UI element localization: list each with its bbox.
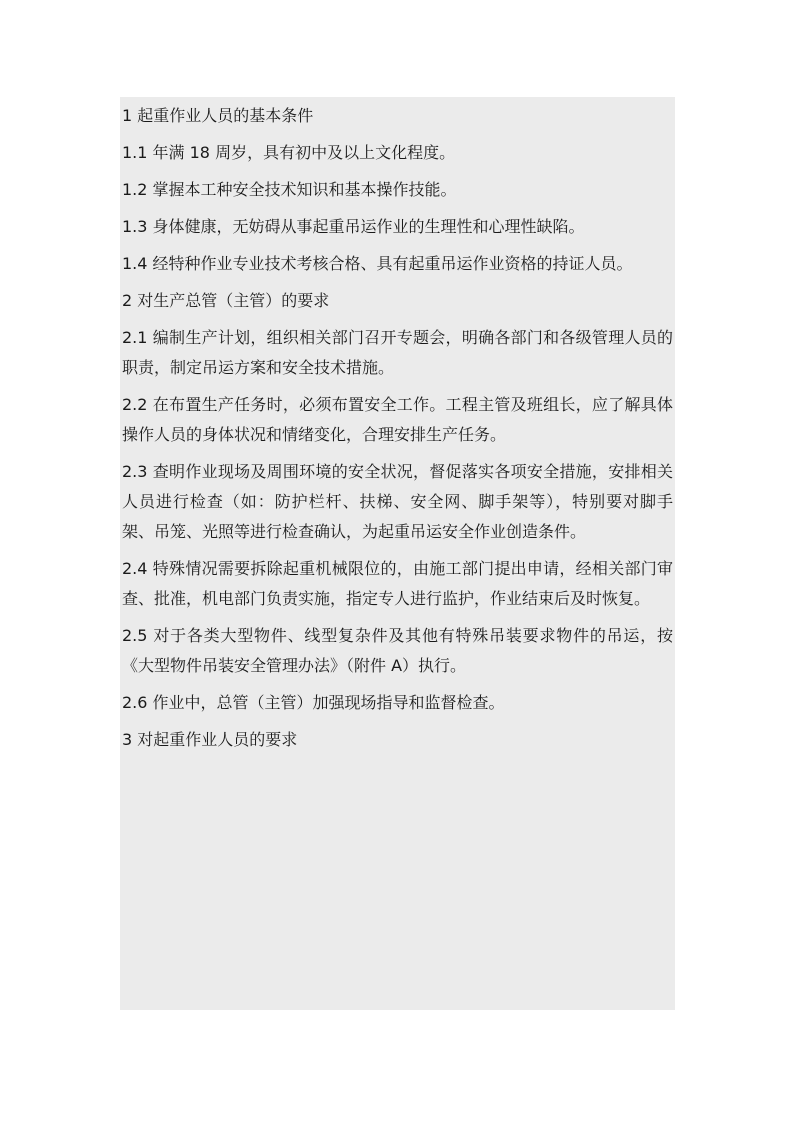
section-heading-1: 1 起重作业人员的基本条件 — [122, 106, 314, 125]
section-heading-3: 3 对起重作业人员的要求 — [122, 730, 298, 749]
clause-2-2: 2.2 在布置生产任务时，必须布置安全工作。工程主管及班组长，应了解具体操作人员的身体状况和情绪变化，合理安排生产任务。 — [122, 395, 673, 444]
clause-2-4: 2.4 特殊情况需要拆除起重机械限位的，由施工部门提出申请，经相关部门审查、批准，机电部门负责实施，指定专人进行监护，作业结束后及时恢复。 — [122, 559, 673, 608]
clause-1-3: 1.3 身体健康，无妨碍从事起重吊运作业的生理性和心理性缺陷。 — [122, 217, 585, 236]
clause-2-5: 2.5 对于各类大型物件、线型复杂件及其他有特殊吊装要求物件的吊运，按《大型物件吊装安全管理办法》（附件 A）执行。 — [122, 626, 673, 675]
section-heading-2: 2 对生产总管（主管）的要求 — [122, 291, 330, 310]
document-content — [120, 97, 675, 1010]
clause-2-6: 2.6 作业中，总管（主管）加强现场指导和监督检查。 — [122, 693, 505, 712]
clause-1-4: 1.4 经特种作业专业技术考核合格、具有起重吊运作业资格的持证人员。 — [122, 254, 633, 273]
clause-2-3: 2.3 查明作业现场及周围环境的安全状况，督促落实各项安全措施，安排相关人员进行检查（如：防护栏杆、扶梯、安全网、脚手架等），特别要对脚手架、吊笼、光照等进行检查确认，为起重吊运安全作业创造条件。 — [122, 462, 673, 541]
clause-1-2: 1.2 掌握本工种安全技术知识和基本操作技能。 — [122, 180, 457, 199]
clause-2-1: 2.1 编制生产计划，组织相关部门召开专题会，明确各部门和各级管理人员的职责，制定吊运方案和安全技术措施。 — [122, 328, 673, 377]
clause-1-1: 1.1 年满 18 周岁，具有初中及以上文化程度。 — [122, 143, 456, 162]
